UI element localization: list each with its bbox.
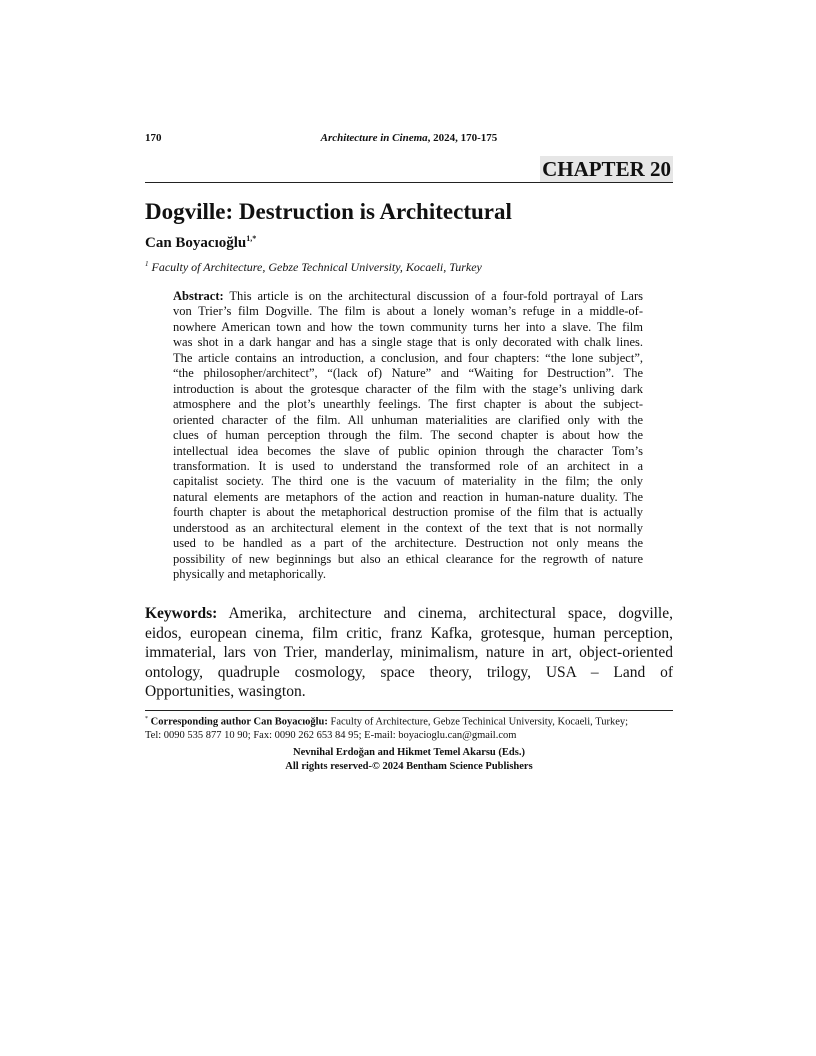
abstract-text: capitalist society. The third one is the vacuum of materiality in the film; the only <box>173 474 643 489</box>
journal-title: Architecture in Cinema <box>320 132 428 144</box>
rights: All rights reserved-© 2024 Bentham Science Publishers <box>285 760 533 772</box>
abstract-text: von Trier’s film Dogville. The film is about a lonely woman’s refuge in a middle-of- <box>173 304 643 319</box>
keywords-text: Amerika, architecture and cinema, architectural space, dogville, <box>217 605 673 622</box>
footnote <box>145 713 673 742</box>
abstract-text: natural elements are metaphors of the action and reaction in human-nature duality. The <box>173 489 643 504</box>
abstract-line <box>173 490 643 505</box>
abstract-text: used to be handled as a part of the architecture. Destruction not only means the <box>173 536 643 551</box>
abstract-line <box>173 505 643 520</box>
abstract-text: nowhere American town and how the town community turns her into a slave. The film <box>173 319 643 334</box>
abstract-text: physically and metaphorically. <box>173 567 326 582</box>
abstract-text: understood as an architectural element in the context of the text that is not normally <box>173 520 643 535</box>
chapter-title: Dogville: Destruction is Architectural <box>145 199 512 224</box>
affiliation-mark: 1 <box>145 260 149 268</box>
abstract-line <box>173 304 643 319</box>
abstract-text: intellectual idea becomes the slave of public opinion through the character Tom’s <box>173 443 643 458</box>
author <box>145 234 256 252</box>
footnote-mark: * <box>145 716 148 722</box>
keywords-line <box>145 604 673 624</box>
citation: , 2024, 170-175 <box>427 132 498 144</box>
abstract-text: fourth chapter is about the metaphorical destruction promise of the film that is actually <box>173 505 643 520</box>
keywords-line <box>145 624 673 644</box>
abstract-line <box>173 335 643 350</box>
abstract-line <box>173 567 643 582</box>
affiliation-text: Faculty of Architecture, Gebze Technical University, Kocaeli, Turkey <box>151 260 482 274</box>
abstract-text: transformation. It is used to understand the transformed role of an architect in a <box>173 458 643 473</box>
abstract-line <box>173 459 643 474</box>
abstract-text: This article is on the architectural discussion of a four-fold portrayal of Lars <box>223 289 643 303</box>
keywords-text: Opportunities, wasington. <box>145 683 306 701</box>
keywords <box>145 604 673 702</box>
editors: Nevnihal Erdoğan and Hikmet Temel Akarsu (Eds.) <box>293 747 525 758</box>
abstract-text: was shot in a dark hangar and has a single stage that is only decorated with chalk lines. <box>173 335 643 350</box>
author-marks: 1,* <box>246 234 257 243</box>
abstract-text: clues of human perception through the film. The second chapter is about how the <box>173 428 643 443</box>
abstract-label: Abstract: <box>173 289 224 303</box>
abstract-text: oriented character of the film. All unhuman materialities are clarified only with the <box>173 412 643 427</box>
abstract-line <box>173 382 643 397</box>
abstract-line <box>173 536 643 551</box>
footnote-divider <box>145 710 673 711</box>
abstract-text: possibility of new beginnings but also an ethical clearance for the regrowth of nature <box>173 551 643 566</box>
running-header <box>145 132 673 144</box>
abstract-line <box>173 320 643 335</box>
abstract-text: The article contains an introduction, a conclusion, and four chapters: “the lone subject”, <box>173 350 643 365</box>
abstract-line <box>173 474 643 489</box>
keywords-text: eidos, european cinema, film critic, franz Kafka, grotesque, human perception, <box>145 624 673 642</box>
abstract-text: introduction is about the grotesque character of the film with the stage’s unliving dark <box>173 381 643 396</box>
keywords-line <box>145 643 673 663</box>
abstract-line <box>173 397 643 412</box>
keywords-line <box>145 682 673 702</box>
abstract-line <box>173 444 643 459</box>
footnote-label: Corresponding author Can Boyacıoğlu: <box>150 716 328 728</box>
footnote-line1: Faculty of Architecture, Gebze Techinical University, Kocaeli, Turkey; <box>327 716 629 728</box>
footnote-line2: Tel: 0090 535 877 10 90; Fax: 0090 262 653 84 95; E-mail: boyacioglu.can@gmail.com <box>145 729 517 741</box>
page-number: 170 <box>145 132 162 144</box>
keywords-line <box>145 663 673 683</box>
abstract-line <box>173 428 643 443</box>
chapter-label: CHAPTER 20 <box>542 157 671 181</box>
abstract-line <box>173 289 643 304</box>
keywords-label: Keywords: <box>145 605 218 622</box>
publication-info <box>145 746 673 773</box>
keywords-text: ontology, quadruple cosmology, space theory, trilogy, USA – Land of <box>145 663 673 681</box>
abstract-line <box>173 552 643 567</box>
abstract-line <box>173 366 643 381</box>
abstract-line <box>173 413 643 428</box>
header-divider <box>145 182 673 183</box>
abstract <box>173 289 643 583</box>
author-name: Can Boyacıoğlu <box>145 235 247 251</box>
abstract-line <box>173 351 643 366</box>
abstract-text: “the philosopher/architect”, “(lack of) Nature” and “Waiting for Destruction”. The <box>173 366 643 381</box>
abstract-text: atmosphere and the plot’s unearthly feelings. The first chapter is about the subject- <box>173 397 643 412</box>
affiliation <box>145 260 482 275</box>
keywords-text: immaterial, lars von Trier, manderlay, minimalism, nature in art, object-oriented <box>145 644 673 662</box>
abstract-line <box>173 521 643 536</box>
